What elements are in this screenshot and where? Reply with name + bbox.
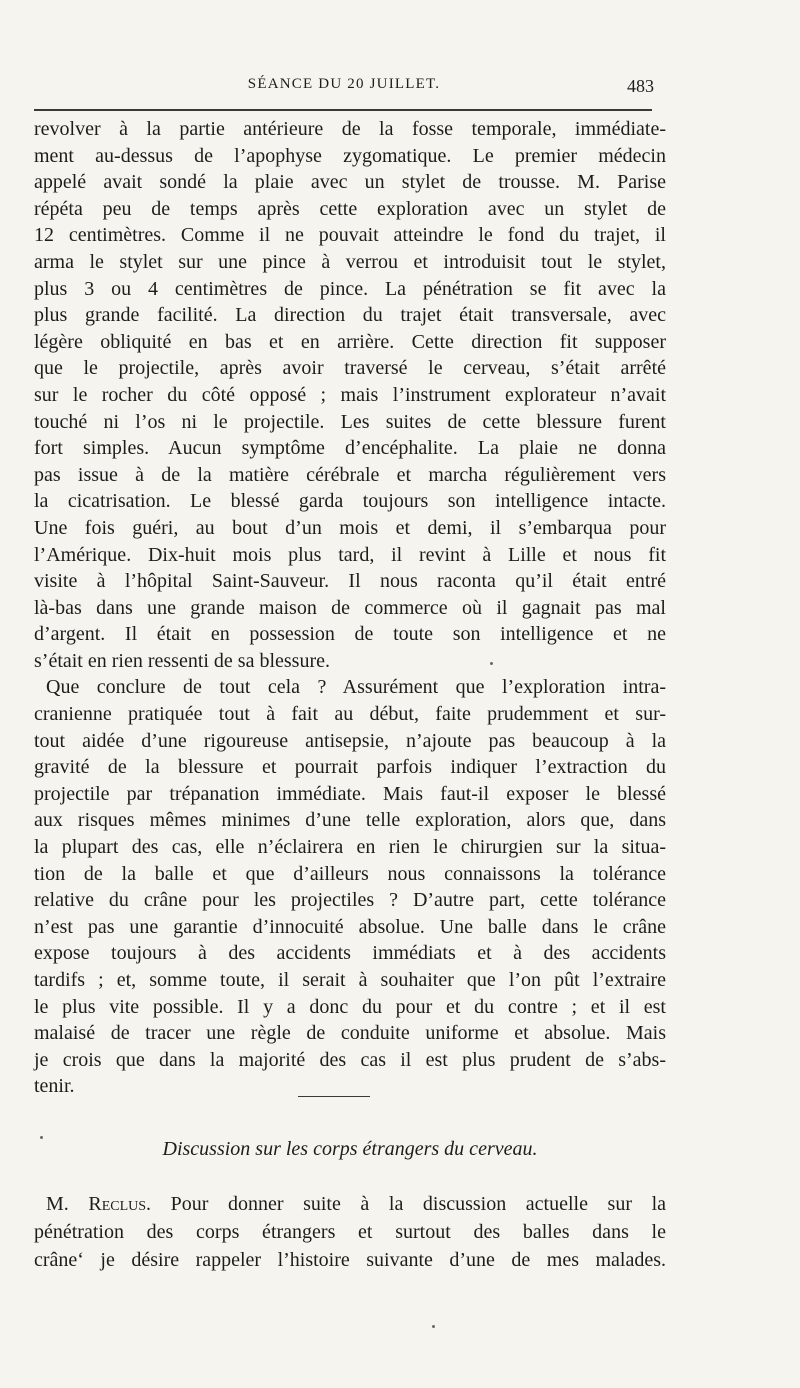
text-line: la plupart des cas, elle n’éclairera en rien le chirurgien sur la situa-: [34, 836, 666, 859]
text-line: gravité de la blessure et pourrait parfois indiquer l’extraction du: [34, 756, 666, 779]
text-line: sur le rocher du côté opposé ; mais l’instrument explorateur n’avait: [34, 383, 666, 406]
text-line: touché ni l’os ni le projectile. Les suites de cette blessure furent: [34, 410, 666, 433]
text-line: tardifs ; et, somme toute, il serait à souhaiter que l’on pût l’extraire: [34, 969, 666, 991]
text-line: visite à l’hôpital Saint-Sauveur. Il nous raconta qu’il était entré: [34, 570, 666, 593]
text-line: Que conclure de tout cela ? Assurément que l’exploration intra-: [46, 676, 666, 699]
page-number: 483: [627, 76, 654, 96]
section-heading: Discussion sur les corps étrangers du cerveau.: [162, 1138, 538, 1160]
text-line: je crois que dans la majorité des cas il est plus prudent de s’abs-: [34, 1048, 666, 1071]
text-line: pénétration des corps étrangers et surtout des balles dans le: [34, 1221, 666, 1243]
running-title: SÉANCE DU 20 JUILLET.: [247, 76, 441, 92]
paragraph: [34, 116, 674, 674]
text-line: plus 3 ou 4 centimètres de pince. La pénétration se fit avec la: [34, 277, 666, 300]
discussion-paragraph: [34, 1190, 674, 1274]
body-text: [34, 116, 674, 1100]
text-line: plus grande facilité. La direction du trajet était transversale, avec: [34, 304, 666, 327]
text-line: appelé avait sondé la plaie avec un stylet de trousse. M. Parise: [34, 171, 666, 194]
text-line: que le projectile, après avoir traversé le cerveau, s’était arrêté: [34, 357, 666, 380]
section-separator: [298, 1096, 370, 1097]
text-line: [34, 1190, 666, 1218]
text-line: projectile par trépanation immédiate. Mais faut-il exposer le blessé: [34, 782, 666, 805]
text-line: le plus vite possible. Il y a donc du pour et du contre ; et il est: [34, 995, 666, 1018]
text-line: légère obliquité en bas et en arrière. Cette direction fit supposer: [34, 330, 666, 353]
running-head: [34, 76, 654, 102]
text-line: pas issue à de la matière cérébrale et marcha régulièrement vers: [34, 463, 666, 486]
ink-speck: [432, 1325, 435, 1328]
text-line: s’était en rien ressenti de sa blessure.: [34, 649, 331, 672]
text-line: la cicatrisation. Le blessé garda toujours son intelligence intacte.: [34, 490, 666, 513]
speaker-name: M. Reclus.: [46, 1193, 152, 1215]
paragraph: [34, 674, 674, 1100]
ink-speck: [40, 1136, 43, 1139]
text-line: relative du crâne pour les projectiles ? D’autre part, cette tolérance: [34, 889, 666, 912]
text-line: malaisé de tracer une règle de conduite uniforme et absolue. Mais: [34, 1022, 666, 1045]
text-line: répéta peu de temps après cette exploration avec un stylet de: [34, 197, 666, 220]
text-line: revolver à la partie antérieure de la fosse temporale, immédiate-: [34, 118, 666, 140]
line-text: Pour donner suite à la discussion actuelle sur la: [170, 1193, 666, 1215]
text-line: expose toujours à des accidents immédiats et à des accidents: [34, 942, 666, 965]
text-line: arma le stylet sur une pince à verrou et introduisit tout le stylet,: [34, 250, 666, 273]
text-line: n’est pas une garantie d’innocuité absolue. Une balle dans le crâne: [34, 915, 666, 938]
text-line: Une fois guéri, au bout d’un mois et demi, il s’embarqua pour: [34, 516, 666, 539]
text-line: tout aidée d’une rigoureuse antisepsie, n’ajoute pas beaucoup à la: [34, 729, 666, 752]
text-line: l’Amérique. Dix-huit mois plus tard, il revint à Lille et nous fit: [34, 543, 666, 566]
text-line: fort simples. Aucun symptôme d’encéphalite. La plaie ne donna: [34, 437, 666, 460]
text-line: tion de la balle et que d’ailleurs nous connaissons la tolérance: [34, 862, 666, 885]
text-line: ment au-dessus de l’apophyse zygomatique. Le premier médecin: [34, 144, 666, 167]
header-rule: [34, 109, 652, 111]
ink-speck: [490, 662, 493, 665]
text-line: d’argent. Il était en possession de toute son intelligence et ne: [34, 623, 666, 646]
text-line: cranienne pratiquée tout à fait au début, faite prudemment et sur-: [34, 703, 666, 726]
text-line: tenir.: [34, 1075, 75, 1098]
text-line: là-bas dans une grande maison de commerce où il gagnait pas mal: [34, 596, 666, 619]
text-line: crâne‘ je désire rappeler l’histoire suivante d’une de mes malades.: [34, 1249, 666, 1271]
text-line: aux risques mêmes minimes d’une telle exploration, alors que, dans: [34, 809, 666, 832]
text-line: 12 centimètres. Comme il ne pouvait atteindre le fond du trajet, il: [34, 224, 666, 247]
